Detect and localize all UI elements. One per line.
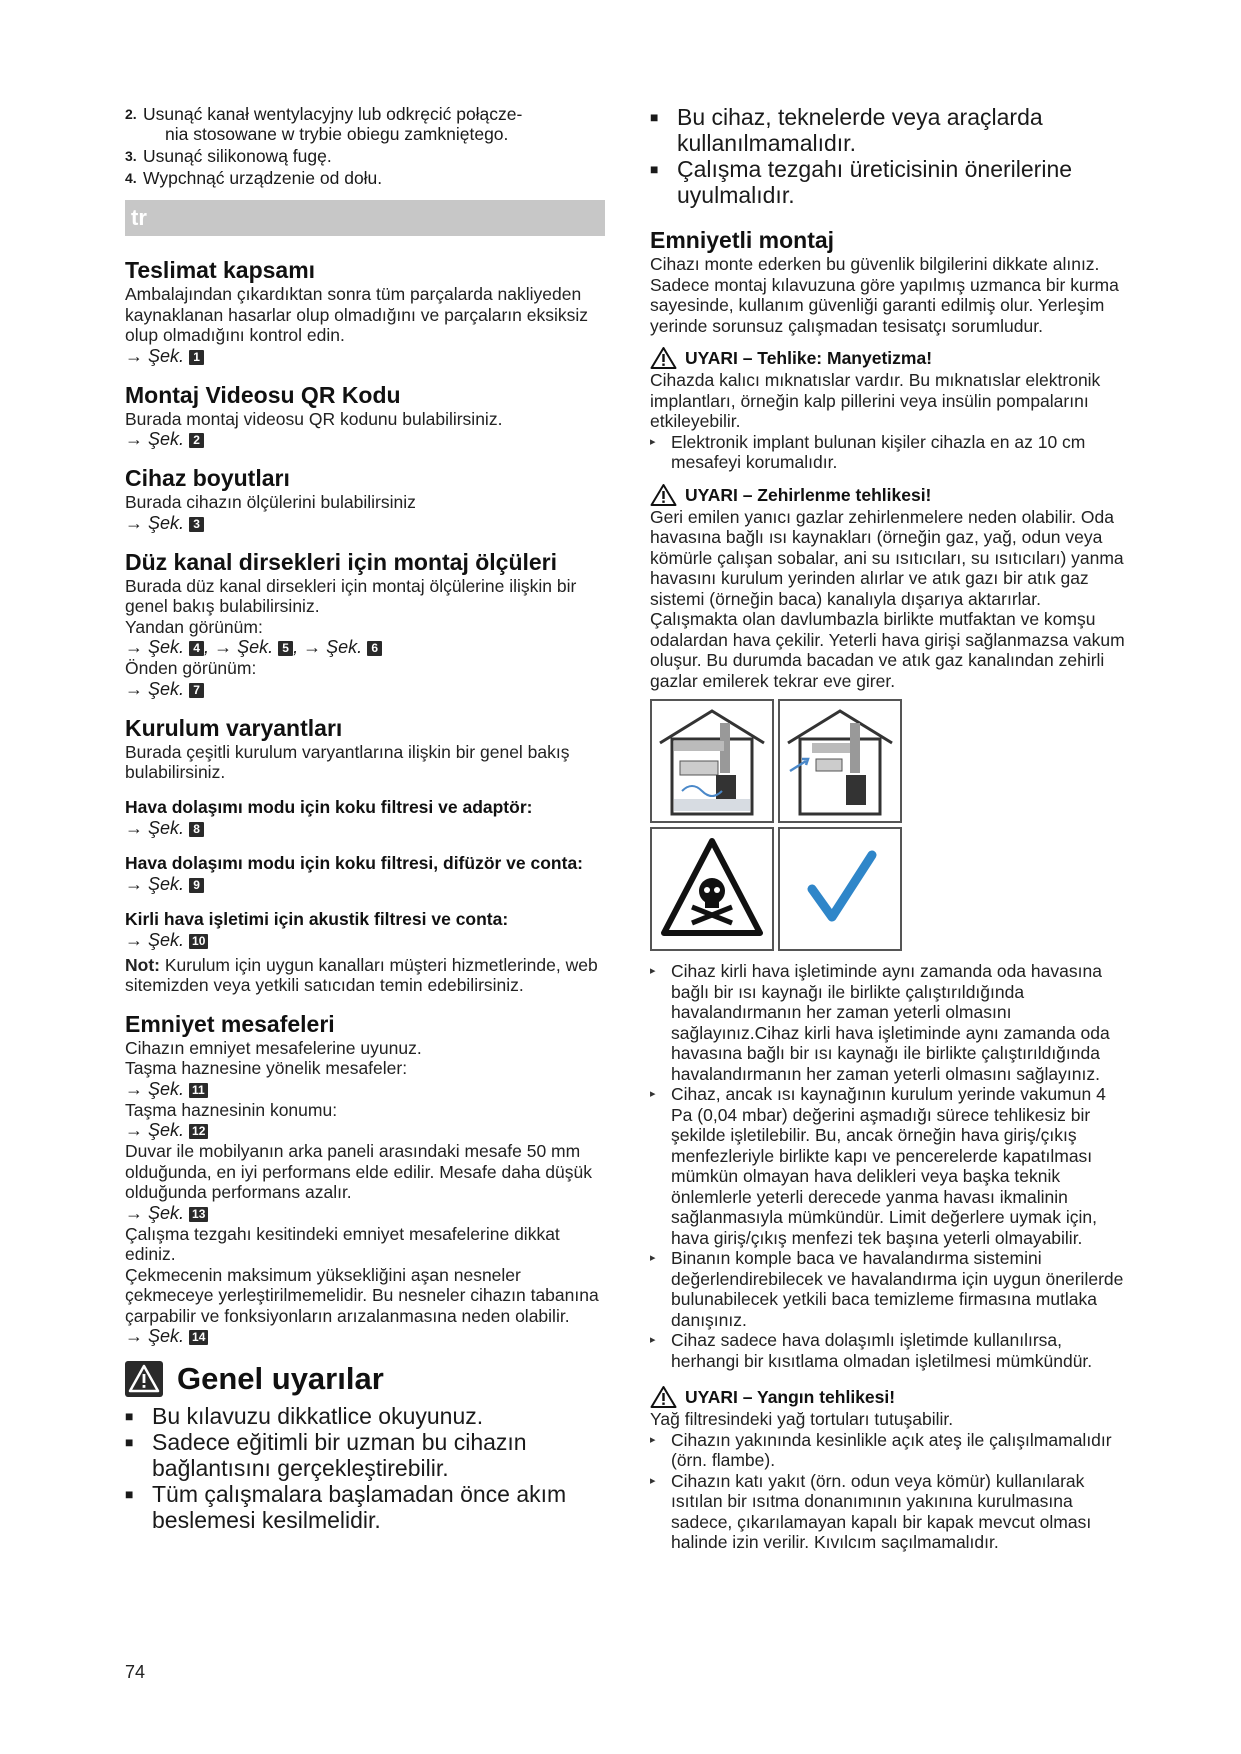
figure-number: 3 [189, 517, 204, 532]
warning-triangle-icon [650, 483, 677, 507]
variants-heading: Kurulum varyantları [125, 714, 343, 741]
note-text: Kurulum için uygun kanalları müşteri hizmetlerinde, web sitemizden veya yetkili satıcıdan temin edebilirsiniz. [125, 954, 598, 995]
dimensions-text: Burada cihazın ölçülerini bulabilirsiniz [125, 492, 416, 512]
list-item [650, 432, 1130, 473]
arrow-bullet-icon: ▸ [650, 965, 656, 977]
delivery-text: Ambalajından çıkardıktan sonra tüm parçalarda nakliyeden kaynaklanan hasarlar olup olmadığını ve parçaların eksiksiz olup olmadığını kontrol edin. [125, 284, 589, 345]
figure-number: 7 [189, 683, 204, 698]
ref-label: → Şek. [125, 929, 185, 950]
elbows-heading: Düz kanal dirsekleri için montaj ölçüleri [125, 548, 558, 575]
figure-number: 12 [189, 1124, 208, 1139]
house-wrong-tile [650, 699, 774, 823]
step-text: Usunąć silikonową fugę. [143, 146, 332, 166]
step-number: 2. [125, 106, 137, 122]
page-number: 74 [125, 1662, 146, 1682]
figure-number: 11 [189, 1083, 208, 1098]
fire-text: Yağ filtresindeki yağ tortuları tutuşabilir. [650, 1409, 954, 1429]
list-item [125, 1403, 605, 1429]
step-number: 4. [125, 170, 137, 186]
ventilation-illustration [650, 699, 1130, 951]
variants-text: Burada çeşitli kurulum varyantlarına ilişkin bir genel bakış bulabilirsiniz. [125, 741, 570, 782]
arrow-bullet-icon: ▸ [650, 1334, 656, 1346]
distances-text: Çekmecenin maksimum yüksekliğini aşan nesneler çekmeceye yerleştirilmemelidir. Bu nesneler cihazın tabanına çarpabilir ve fonksiyonların arızalanmasına neden olabilir. [125, 1264, 599, 1326]
list-item [650, 1471, 1130, 1553]
square-bullet-icon: ■ [125, 1434, 134, 1450]
figure-ref-group: → Şek. 4 , → Şek. 5 , → Şek. 6 [125, 637, 605, 658]
ref-label: → Şek. [214, 637, 274, 657]
figure-number: 9 [189, 878, 204, 893]
qr-text: Burada montaj videosu QR kodunu bulabilirsiniz. [125, 408, 503, 429]
house-exhaust-correct-icon [780, 701, 900, 821]
list-item [650, 156, 1130, 208]
side-view-label: Yandan görünüm: [125, 616, 263, 637]
distances-text: Cihazın emniyet mesafelerine uyunuz. [125, 1037, 422, 1058]
figure-ref [125, 1326, 605, 1347]
list-item-text: Cihazın yakınında kesinlikle açık ateş ile çalışılmamalıdır (örn. flambe). [671, 1429, 1112, 1470]
ref-label: → Şek. [125, 873, 185, 894]
list-item [650, 1084, 1130, 1248]
arrow-bullet-icon: ▸ [650, 1088, 656, 1100]
checkmark-tile [778, 827, 902, 951]
warning-triangle-icon [125, 1361, 163, 1397]
arrow-bullet-icon: ▸ [650, 1433, 656, 1446]
warning-triangle-icon-glyph [125, 1361, 163, 1397]
figure-number: 4 [189, 641, 204, 656]
list-item-text: Bu kılavuzu dikkatlice okuyunuz. [152, 1403, 484, 1429]
step-text: Usunąć kanał wentylacyjny lub odkręcić połącze- [143, 104, 523, 124]
distances-heading: Emniyet mesafeleri [125, 1010, 335, 1037]
variant-subheading: Hava dolaşımı modu için koku filtresi, difüzör ve conta: [125, 852, 584, 873]
arrow-bullet-icon: ▸ [650, 1474, 656, 1487]
warning-title: UYARI – Yangın tehlikesi! [685, 1387, 896, 1407]
list-item [650, 961, 1130, 1084]
ref-label: → Şek. [125, 512, 185, 533]
language-tag-bar [125, 200, 605, 236]
list-item-text: Elektronik implant bulunan kişiler cihazla en az 10 cm mesafeyi korumalıdır. [671, 431, 1086, 472]
list-item [650, 104, 1130, 156]
figure-number: 13 [189, 1207, 208, 1222]
checkmark-icon [780, 829, 900, 949]
figure-ref [125, 679, 605, 700]
fire-warning-heading [650, 1385, 1130, 1409]
warning-title: UYARI – Zehirlenme tehlikesi! [685, 484, 932, 505]
warning-triangle-icon [650, 1385, 677, 1409]
list-item-text: Sadece eğitimli bir uzman bu cihazın bağlantısını gerçekleştirebilir. [152, 1429, 527, 1481]
toxic-warning-tile [650, 827, 774, 951]
note-label: Not: [125, 954, 160, 975]
ref-label: → Şek. [125, 1326, 185, 1346]
figure-number: 6 [367, 641, 382, 656]
elbows-text: Burada düz kanal dirsekleri için montaj ölçülerine ilişkin bir genel bakış bulabilirsiniz. [125, 575, 577, 616]
figure-ref [125, 930, 605, 951]
figure-ref [125, 1203, 605, 1224]
step-text: Wypchnąć urządzenie od dołu. [143, 168, 383, 188]
square-bullet-icon: ■ [125, 1408, 134, 1424]
figure-number: 14 [189, 1330, 208, 1345]
warning-title: UYARI – Tehlike: Manyetizma! [685, 348, 933, 368]
general-warnings-title: Genel uyarılar [177, 1361, 384, 1396]
list-item [125, 146, 605, 166]
ref-label: → Şek. [303, 637, 363, 657]
step-number: 3. [125, 148, 137, 164]
list-item [650, 1430, 1130, 1471]
delivery-heading: Teslimat kapsamı [125, 257, 316, 283]
figure-ref [125, 513, 605, 534]
list-item-text: Cihaz kirli hava işletiminde aynı zamanda oda havasına bağlı bir ısı kaynağı ile birlikte çalıştırıldığında havalandırmanın her zaman yeterli olmasını sağlayınız.Cihaz kirli hava işletiminde aynı zamanda oda havasına bağlı bir ısı kaynağı ile birlikte çalıştırıldığında havalandırmanın her zaman yeterli olmasını sağlayınız. [671, 961, 1110, 1084]
figure-number: 8 [189, 822, 204, 837]
front-view-label: Önden görünüm: [125, 658, 257, 678]
list-item-text: Tüm çalışmalara başlamadan önce akım beslemesi kesilmelidir. [152, 1481, 567, 1533]
variant-subheading: Kirli hava işletimi için akustik filtresi ve conta: [125, 908, 509, 929]
polish-steps-list [125, 104, 605, 188]
poison-warning-heading [650, 483, 1130, 507]
left-column [125, 104, 605, 1533]
arrow-bullet-icon: ▸ [650, 1252, 656, 1264]
magnet-text: Cihazda kalıcı mıknatıslar vardır. Bu mıknatıslar elektronik implantları, örneğin kalp pillerini veya insülin pompalarını etkileyebilir. [650, 370, 1101, 431]
square-bullet-icon: ■ [125, 1486, 134, 1502]
figure-ref [125, 1120, 605, 1141]
figure-ref [125, 818, 605, 839]
distances-text: Taşma haznesine yönelik mesafeler: [125, 1058, 408, 1078]
list-item [650, 1330, 1130, 1371]
ref-label: → Şek. [125, 1202, 185, 1223]
figure-number: 2 [189, 433, 204, 448]
house-exhaust-wrong-icon [652, 701, 772, 821]
qr-heading: Montaj Videosu QR Kodu [125, 381, 401, 408]
list-item-text: Binanın komple baca ve havalandırma sistemini değerlendirebilecek ve havalandırma için uygun önerilerde bulunabilecek yetkili baca temizleme firmasına mutlaka danışınız. [671, 1248, 1124, 1330]
magnet-warning-heading [650, 346, 1130, 370]
figure-ref [125, 1079, 605, 1100]
general-warnings-heading [125, 1361, 605, 1397]
distances-text: Çalışma tezgahı kesitindeki emniyet mesafelerine dikkat ediniz. [125, 1223, 560, 1264]
language-tag: tr [131, 205, 147, 230]
ref-label: → Şek. [125, 678, 185, 699]
list-item-text: Cihaz sadece hava dolaşımlı işletimde kullanılırsa, herhangi bir kısıtlama olmadan işletilmesi mümkündür. [671, 1330, 1093, 1371]
warning-triangle-icon [650, 346, 677, 370]
list-item [125, 104, 605, 144]
list-item [125, 168, 605, 188]
skull-hazard-icon [652, 829, 772, 949]
ref-label: → Şek. [125, 345, 185, 366]
safe-mounting-text: Sadece montaj kılavuzuna göre yapılmış uzmanca bir kurma sayesinde, kullanım güvenliği garanti edilmiş olur. Yerleşim yerinde sorunsuz çalışmadan tesisatçı sorumludur. [650, 274, 1119, 336]
figure-number: 1 [189, 350, 204, 365]
figure-ref [125, 874, 605, 895]
distances-text: Taşma haznesinin konumu: [125, 1099, 338, 1120]
variant-subheading: Hava dolaşımı modu için koku filtresi ve adaptör: [125, 796, 533, 817]
list-item-text: Çalışma tezgahı üreticisinin önerilerine uyulmalıdır. [677, 156, 1073, 208]
figure-number: 5 [278, 641, 293, 656]
arrow-bullet-icon: ▸ [650, 435, 656, 448]
note-paragraph [125, 955, 605, 996]
ref-label: → Şek. [125, 1078, 185, 1099]
house-right-tile [778, 699, 902, 823]
right-column [650, 104, 1130, 1553]
list-item-text: Bu cihaz, teknelerde veya araçlarda kullanılmamalıdır. [677, 104, 1043, 156]
poison-text: Geri emilen yanıcı gazlar zehirlenmelere neden olabilir. Oda havasına bağlı ısı kaynakları (örneğin gaz, yağ, odun veya kömürle çalışan sobalar, ani su ısıtıcıları, su ısıtıcıları) yanma havasını kurulum yerinden alırlar ve atık gazı bir atık gaz sistemi (örneğin baca) kanalıyla dışarıya aktarırlar. Çalışmakta olan davlumbazla birlikte mutfaktan ve komşu odalardan hava çekilir. Yeterli hava girişi sağlanmazsa vakum oluşur. Bu durumda bacadan ve atık gaz kanalından zehirli gazlar emilerek tekrar eve girer. [650, 506, 1125, 691]
dimensions-heading: Cihaz boyutları [125, 465, 290, 491]
square-bullet-icon: ■ [650, 109, 659, 125]
ref-label: → Şek. [125, 429, 185, 449]
square-bullet-icon: ■ [650, 161, 659, 177]
list-item [650, 1248, 1130, 1330]
step-text-cont: nia stosowane w trybie obiegu zamkniętego. [165, 124, 509, 144]
figure-ref [125, 346, 605, 367]
figure-ref [125, 429, 605, 450]
list-item-text: Cihaz, ancak ısı kaynağının kurulum yerinde vakumun 4 Pa (0,04 mbar) değerini aşmadığı sürece tehlikesiz bir şekilde işletilebilir. Bu, ancak örneğin hava giriş/çıkış menfezleriyle birlikte kapı ve pencerelerde kapatılması mümkün olmayan hava delikleri veya başka teknik önlemlerle yeterli derecede yanma havası ikmalinin sağlanmasıyla mümkündür. Limit değerlere uymak için, hava giriş/çıkış menfezi tek başına yeterli olmayabilir. [671, 1084, 1106, 1248]
safe-mounting-heading: Emniyetli montaj [650, 227, 835, 253]
distances-text: Duvar ile mobilyanın arka paneli arasındaki mesafe 50 mm olduğunda, en iyi performans elde edilir. Mesafe daha düşük olduğunda performans azalır. [125, 1141, 592, 1202]
list-item-text: Cihazın katı yakıt (örn. odun veya kömür) kullanılarak ısıtılan bir ısıtma donanımının yakınına kurulmasına sadece, çıkarılamayan kapalı bir kapak mevcut olması halinde izin verilir. Kıvılcım saçılmamalıdır. [671, 1470, 1092, 1552]
ref-label: → Şek. [125, 817, 185, 838]
safe-mounting-text: Cihazı monte ederken bu güvenlik bilgilerini dikkate alınız. [650, 254, 1100, 274]
list-item [125, 1481, 605, 1533]
figure-number: 10 [189, 934, 208, 949]
ref-label: → Şek. [125, 637, 185, 657]
ref-label: → Şek. [125, 1120, 185, 1140]
list-item [125, 1429, 605, 1481]
